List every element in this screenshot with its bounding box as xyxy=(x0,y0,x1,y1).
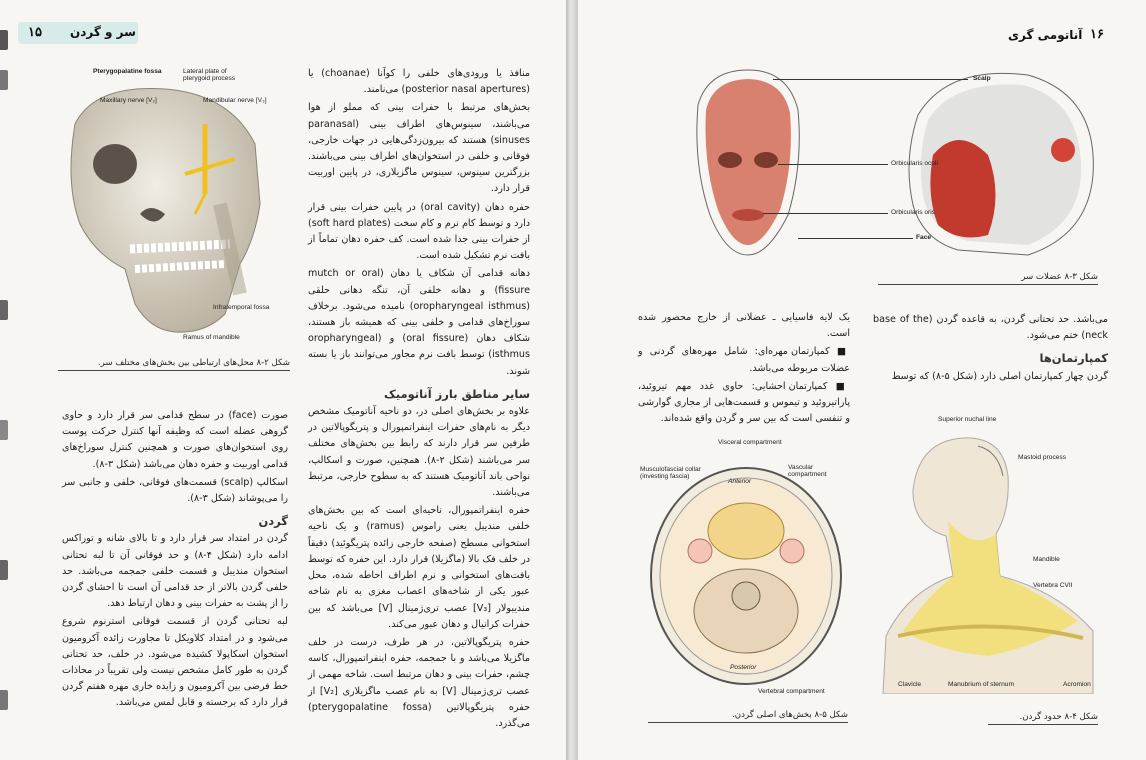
label-mastoid: Mastoid process xyxy=(1018,454,1067,461)
label-infratemporal: Infratemporal fossa xyxy=(213,304,270,311)
label-pterygopalatine: Pterygopalatine fossa xyxy=(93,68,162,75)
head-muscles-figure xyxy=(688,65,1103,265)
label-mandibular-nerve: Mandibular nerve [V₃] xyxy=(203,97,267,104)
label-ramus: Ramus of mandible xyxy=(183,334,240,341)
paragraph: لبه تحتانی گردن از قسمت فوقانی استرنوم شروع می‌شود و در امتداد کلاویکل تا مجاورت زائده آکرومیون استخوان اسکاپولا کشیده می‌شود. در خلف، حد تحتانی گردن به طور کامل مشخص نیست ولی تقریباً در محاذات خط فرضی بین آکرومیون و زایده خاری مهره هفتم گردن قرار دارد که برجسته و قابل لمس می‌باشد. xyxy=(62,616,288,709)
left-page xyxy=(0,0,566,760)
label-lateral-plate: Lateral plate of pterygoid process xyxy=(183,68,236,82)
neck-boundaries-figure xyxy=(878,416,1103,694)
paragraph: گردن چهار کمپارتمان اصلی دارد (شکل ۵-۸) که توسط xyxy=(891,370,1108,382)
label-mandible: Mandible xyxy=(1033,556,1060,563)
paragraph: می‌باشد. حد تحتانی گردن، به قاعده گردن (base of the neck) ختم می‌شود. xyxy=(873,314,1108,342)
bullet-item: ■ کمپارتمان احشایی: حاوی غدد مهم تیروئید، پاراتیروئید و تیموس و قسمت‌هایی از مجاری گوارشی و تنفسی است که بین سر و گردن واقع شده‌اند. xyxy=(638,380,850,425)
label-face: Face xyxy=(916,234,932,241)
bullet-item: ■ کمپارتمان مهره‌ای: شامل مهره‌های گردنی و عضلات مربوطه می‌باشد. xyxy=(638,346,850,374)
paragraph: صورت (face) در سطح قدامی سر قرار دارد و حاوی گروهی عضله است که وظیفه آنها کنترل حرکت پوست روی استخوان‌های صورت و همچنین کنترل سوراخ‌های قدامی اوربیت و حفره دهان می‌باشد (شکل ۳-۸). xyxy=(62,410,288,470)
book-gutter xyxy=(566,0,578,760)
right-page-right-column xyxy=(873,312,1108,387)
paragraph: بخش‌های مرتبط با حفرات بینی که مملو از هوا می‌باشند، سینوس‌های اطراف بینی (paranasal sinuses) هستند که بیرون‌زدگی‌هایی در جهات خارجی، فوقانی و خلفی در استخوان‌های اطراف بینی می‌باشند. بزرگترین سینوس، سینوس ماگزیلاری، در پایین اوربیت قرار دارد. xyxy=(308,102,530,195)
label-vertebral: Vertebral compartment xyxy=(758,688,825,695)
label-maxillary-nerve: Maxillary nerve [V₂] xyxy=(100,97,157,104)
label-collar: Musculofascial collar (investing fascia) xyxy=(640,466,701,480)
figure-caption: شکل ۳-۸ عضلات سر xyxy=(878,272,1098,285)
section-heading: سایر مناطق بارز آناتومیک xyxy=(383,386,530,401)
section-heading: کمپارتمان‌ها xyxy=(1039,351,1108,366)
label-vascular: Vascular compartment xyxy=(788,464,827,478)
neck-compartments-figure xyxy=(638,436,853,701)
right-page xyxy=(578,0,1146,760)
label-clavicle: Clavicle xyxy=(898,681,922,688)
label-orbicularis-oris: Orbicularis oris xyxy=(891,209,935,216)
page-header-title: سر و گردن xyxy=(70,25,136,39)
page-header-title: آناتومی گری xyxy=(1008,28,1083,42)
label-vertebra: Vertebra CVII xyxy=(1033,582,1073,589)
figure-caption: شکل ۴-۸ حدود گردن. xyxy=(988,712,1098,725)
left-page-left-column xyxy=(62,408,288,714)
label-scalp: Scalp xyxy=(973,75,991,82)
label-superior-nuchal: Superior nuchal line xyxy=(938,416,997,423)
skull-figure xyxy=(55,64,295,349)
label-posterior: Posterior xyxy=(730,664,757,671)
label-manubrium: Manubrium of sternum xyxy=(948,681,1014,688)
label-visceral: Visceral compartment xyxy=(718,439,782,446)
page-number: ۱۶ xyxy=(1090,27,1104,42)
figure-caption: شکل ۵-۸ بخش‌های اصلی گردن. xyxy=(648,710,848,723)
paragraph: حفره اینفراتمپورال، ناحیه‌ای است که بین بخش‌های خلفی مندیبل یعنی راموس (ramus) و یک ناحیه استخوانی مسطح (صفحه خارجی زائده پتریگوئید) دقیقاً در خلف فک بالا (ماگزیلا) قرار دارد. این حفره که توسط بافت‌های استخوانی و نرم اطراف احاطه شده، محل عبور یکی از شاخه‌های اعصاب مغزی به نام شاخه مندیبولار [V₃] عصب تری‌ژمینال [V] می‌باشد که بین حفرات کرانیال و دهان عبور می‌کند. xyxy=(308,505,531,630)
paragraph: علاوه بر بخش‌های اصلی در، دو ناحیه آناتومیک مشخص دیگر به نام‌های حفرات اینفراتمپورال و پتریگوپالاتین در طرفین سر قرار دارند که رابط بین بخش‌های مختلف سر می‌باشند (شکل ۲-۸). همچنین، صورت و اسکالپ، نواحی باند آناتومیک هستند که به سطوح خارجی، مرتبط می‌باشند. xyxy=(308,406,530,499)
neck-boundaries-illustration xyxy=(878,416,1103,694)
label-orbicularis-oculi: Orbicularis oculi xyxy=(891,160,938,167)
paragraph: حفره دهان (oral cavity) در پایین حفرات بینی قرار دارد و توسط کام نرم و کام سخت (soft hard plates) از حفرات بینی جدا شده است. کف حفره دهان تماماً از بافت نرم تشکیل شده است. xyxy=(308,201,531,262)
figure-caption: شکل ۲-۸ محل‌های ارتباطی بین بخش‌های مختلف سر. xyxy=(58,358,290,371)
page-number: ۱۵ xyxy=(28,25,42,40)
label-acromion: Acromion xyxy=(1063,681,1091,688)
paragraph: اسکالپ (scalp) قسمت‌های فوقانی، خلفی و جانبی سر را می‌پوشاند (شکل ۳-۸). xyxy=(62,476,289,505)
paragraph: دهانه قدامی آن شکاف یا دهان (mutch or oral fissure) و دهانه خلفی آن، تنگه دهانی حلقی (oropharyngeal isthmus) نامیده می‌شود. برخلاف سوراخ‌های قدامی و خلفی بینی که همیشه باز هستند، شکاف دهان (oral fissure) و (oropharyngeal isthmus) توسط بافت نرم مجاور می‌توانند باز یا بسته شوند. xyxy=(308,268,530,377)
paragraph: گردن در امتداد سر قرار دارد و تا بالای شانه و توراکس ادامه دارد (شکل ۴-۸) و حد فوقانی آن تا لبه تحتانی استخوان مندیبل و قسمت خلفی جمجمه می‌باشد. حد خلفی گردن بالاتر از حد قدامی آن است تا احشای گردن را از پشت به حفرات بینی و دهان ارتباط دهد. xyxy=(62,533,288,610)
right-page-left-column xyxy=(638,310,850,429)
paragraph: حفره پتریگوپالاتین، در هر طرف، درست در خلف ماگزیلا می‌باشد و با جمجمه، حفره اینفراتمپورال، کاسه چشم، حفرات بینی و دهان مرتبط است. شاخه مهمی از عصب تری‌ژمینال [V] به نام عصب ماگزیلاری [V₂] از حفره پتریگوپالاتین (pterygopalatine fossa) می‌گذرد. xyxy=(308,636,530,729)
left-page-right-column xyxy=(308,66,530,734)
paragraph: یک لایه فاسیایی ـ عضلانی از خارج محصور شده است. xyxy=(638,312,850,340)
paragraph: منافذ یا ورودی‌های خلفی را کوآنا (choanae) یا (posterior nasal apertures) می‌نامند. xyxy=(308,68,531,96)
section-heading: گردن xyxy=(258,514,288,529)
label-anterior: Anterior xyxy=(728,478,752,485)
